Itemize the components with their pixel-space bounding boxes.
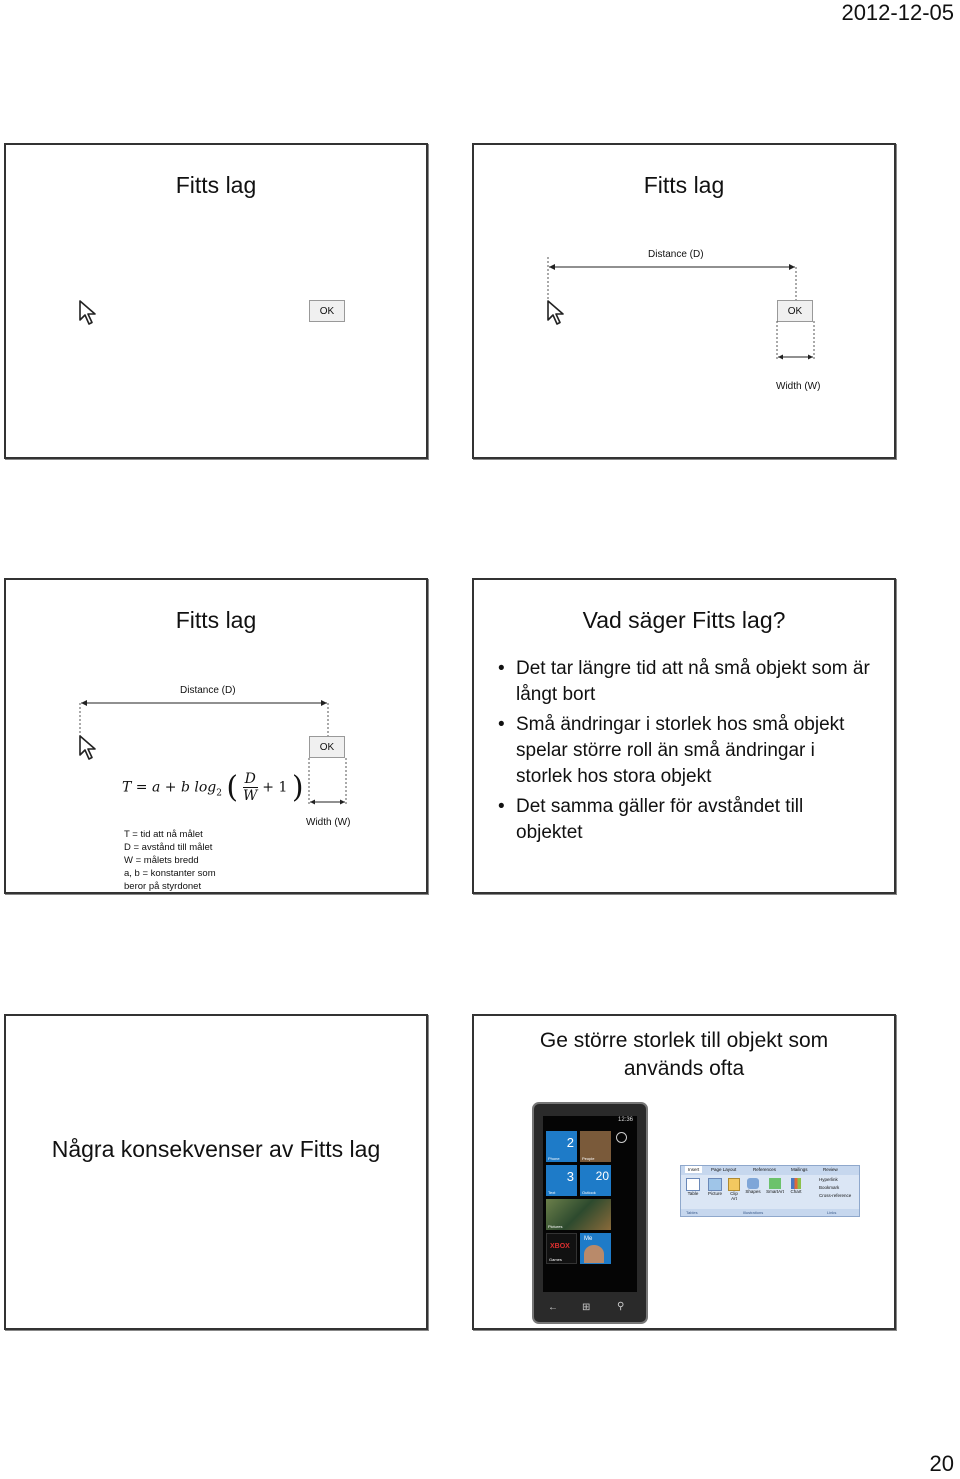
width-arrow [774, 321, 818, 365]
tile-count: 20 [595, 1169, 609, 1183]
mouse-cursor-icon [546, 299, 568, 327]
picture-button[interactable] [707, 1178, 723, 1196]
slide-title: Vad säger Fitts lag? [582, 607, 786, 633]
links-group [819, 1176, 851, 1200]
tile-phone [546, 1131, 577, 1162]
search-icon[interactable]: ⚲ [617, 1301, 625, 1312]
slide-3 [4, 578, 428, 894]
page-number: 20 [929, 1451, 954, 1476]
phone-image [532, 1102, 648, 1324]
button-label: Clip Art [730, 1191, 738, 1201]
formula-lhs: T = a + b log [122, 779, 217, 796]
tile-pictures [546, 1199, 611, 1230]
tile-text [546, 1165, 577, 1196]
button-label: Chart [790, 1189, 802, 1194]
cross-reference-button[interactable]: Cross-reference [819, 1193, 852, 1198]
ok-button[interactable]: OK [777, 300, 813, 322]
button-label: Picture [707, 1191, 722, 1196]
legend-line: a, b = konstanter som [124, 868, 216, 879]
bullet-item: • Det tar längre tid att nå små objekt som är långt bort [498, 656, 874, 708]
tile-outlook [580, 1165, 611, 1196]
tile-count: 2 [566, 1135, 574, 1150]
tile-me [580, 1233, 611, 1264]
smartart-button[interactable] [765, 1178, 785, 1194]
page-date: 2012-12-05 [841, 0, 954, 25]
width-label: Width (W) [306, 817, 351, 828]
legend-line: beror på styrdonet [124, 881, 202, 892]
tile-games [546, 1233, 577, 1264]
legend-line: T = tid att nå målet [124, 829, 203, 840]
ribbon-tab[interactable]: References [753, 1167, 777, 1172]
phone-time: 12:36 [617, 1117, 633, 1123]
hyperlink-button[interactable]: Hyperlink [819, 1177, 838, 1182]
formula-legend [124, 828, 216, 893]
ribbon-tab[interactable]: Insert [685, 1166, 702, 1173]
formula-denominator: W [243, 788, 258, 804]
tile-people [580, 1131, 611, 1162]
tile-label: People [582, 1156, 595, 1161]
ribbon-tab[interactable]: Mailings [791, 1167, 808, 1172]
group-label: Tables [686, 1210, 698, 1215]
shapes-button[interactable] [745, 1178, 761, 1194]
width-arrow [306, 758, 350, 810]
slide-title: Fitts lag [643, 172, 725, 198]
chart-button[interactable] [789, 1178, 803, 1194]
tile-count: 3 [566, 1169, 574, 1184]
slide-6 [472, 1014, 896, 1330]
distance-arrow [76, 693, 336, 748]
slide-title-line-2: används ofta [623, 1057, 745, 1080]
ribbon-tabs [681, 1166, 859, 1175]
slide-2 [472, 143, 896, 459]
slide-title-line-1: Ge större storlek till objekt som [539, 1029, 829, 1052]
group-label: Illustrations [743, 1210, 764, 1215]
slide-5 [4, 1014, 428, 1330]
bullet-list [498, 656, 874, 850]
width-label: Width (W) [776, 381, 821, 392]
ribbon-image [680, 1165, 860, 1217]
formula-log-base: 2 [216, 788, 222, 799]
tile-label: Games [549, 1257, 562, 1262]
ribbon-tab[interactable]: Review [823, 1167, 838, 1172]
fitts-formula: T = a + b $\log_2$ ( $\frac{D}{W}$ + 1 ) [122, 770, 304, 805]
button-label: Table [687, 1191, 699, 1196]
legend-line: D = avstånd till målet [124, 842, 213, 853]
button-label: Shapes [745, 1189, 761, 1194]
phone-screen [543, 1116, 637, 1292]
slide-title: Fitts lag [175, 607, 257, 633]
slide-title: Fitts lag [175, 172, 257, 198]
bookmark-button[interactable]: Bookmark [819, 1185, 840, 1190]
distance-label: Distance (D) [648, 249, 704, 260]
tile-label: Phone [548, 1156, 560, 1161]
table-button[interactable] [685, 1178, 701, 1196]
slide-4 [472, 578, 896, 894]
formula-numerator: D [244, 771, 256, 787]
button-label: SmartArt [766, 1189, 784, 1194]
xbox-live-logo: XBOX [550, 1243, 570, 1250]
clip-art-button[interactable] [727, 1178, 741, 1201]
ok-button[interactable]: OK [309, 300, 345, 322]
distance-arrow [544, 257, 804, 317]
group-label: Links [827, 1210, 837, 1215]
tile-label: Outlook [582, 1190, 596, 1195]
ribbon-tab[interactable]: Page Layout [711, 1167, 737, 1172]
ok-button[interactable]: OK [309, 736, 345, 758]
back-icon[interactable]: ← [548, 1302, 558, 1313]
tile-label: Me [584, 1236, 593, 1242]
slide-1 [4, 143, 428, 459]
legend-line: W = målets bredd [124, 855, 199, 866]
arrow-icon[interactable] [616, 1132, 627, 1143]
bullet-item: • Det samma gäller för avståndet till objektet [498, 794, 874, 846]
distance-label: Distance (D) [180, 685, 236, 696]
mouse-cursor-icon [78, 299, 100, 327]
formula-plus-one: + 1 [262, 779, 288, 796]
windows-icon[interactable]: ⊞ [582, 1302, 591, 1313]
bullet-item: • Små ändringar i storlek hos små objekt spelar större roll än små ändringar i storlek hos stora objekt [498, 712, 874, 790]
ribbon-group-labels [681, 1209, 859, 1216]
phone-nav-bar [534, 1302, 646, 1316]
slide-title: Några konsekvenser av Fitts lag [51, 1136, 381, 1162]
tile-label: Pictures [548, 1224, 563, 1229]
mouse-cursor-icon [78, 734, 100, 762]
tile-label: Text [548, 1190, 556, 1195]
